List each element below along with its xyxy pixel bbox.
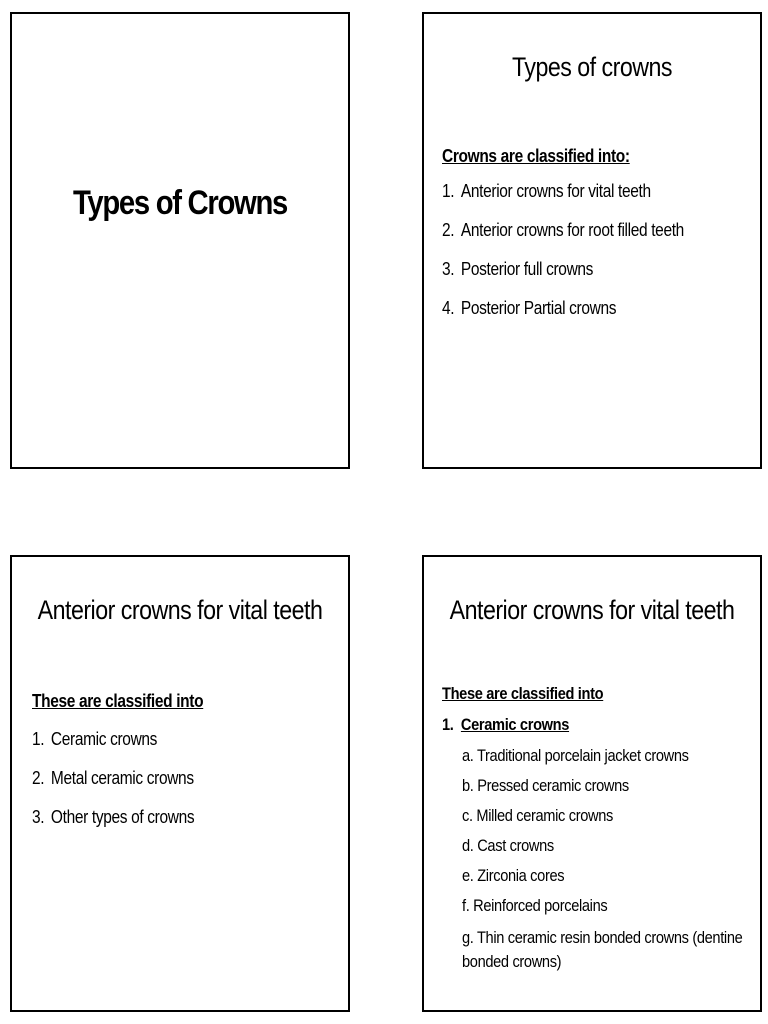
list-item: d. Cast crowns	[462, 836, 554, 855]
slide-4-subheading	[442, 715, 569, 735]
list-number: 3.	[442, 259, 455, 279]
list-item	[442, 259, 684, 298]
list-text: Posterior full crowns	[460, 259, 594, 279]
slide-2-list	[442, 181, 684, 337]
list-item	[32, 807, 194, 846]
slide-4-sublist	[462, 746, 754, 974]
list-number: 2.	[32, 768, 45, 788]
list-item: a. Traditional porcelain jacket crowns	[462, 746, 689, 765]
slide-4	[422, 555, 762, 1012]
list-text: Metal ceramic crowns	[50, 768, 194, 788]
subheading-label: Ceramic crowns	[460, 715, 570, 734]
list-item	[32, 768, 194, 807]
list-item	[442, 220, 684, 259]
list-item: e. Zirconia cores	[462, 866, 565, 885]
slide-2-title: Types of crowns	[511, 52, 673, 82]
slide-3-list	[32, 729, 194, 846]
slide-4-title: Anterior crowns for vital teeth	[449, 595, 735, 625]
list-item	[32, 729, 194, 768]
list-item	[442, 181, 684, 220]
list-number: 1.	[442, 715, 454, 734]
list-item: f. Reinforced porcelains	[462, 896, 608, 915]
list-number: 1.	[32, 729, 45, 749]
slide-3-heading: These are classified into	[32, 691, 204, 711]
list-text: Other types of crowns	[50, 807, 195, 827]
slide-3	[10, 555, 350, 1012]
slide-1	[10, 12, 350, 469]
list-text: Ceramic crowns	[50, 729, 158, 749]
slide-4-heading: These are classified into	[442, 684, 604, 703]
list-text: Anterior crowns for root filled teeth	[460, 220, 684, 240]
list-text: Anterior crowns for vital teeth	[460, 181, 651, 201]
list-number: 1.	[442, 181, 455, 201]
slide-1-title: Types of Crowns	[72, 184, 288, 222]
list-item	[442, 298, 684, 337]
slide-2	[422, 12, 762, 469]
list-item: c. Milled ceramic crowns	[462, 806, 613, 825]
list-item: b. Pressed ceramic crowns	[462, 776, 629, 795]
list-number: 4.	[442, 298, 455, 318]
list-text: Posterior Partial crowns	[460, 298, 617, 318]
slide-3-title: Anterior crowns for vital teeth	[37, 595, 323, 625]
slide-2-heading: Crowns are classified into:	[442, 146, 630, 166]
list-item: g. Thin ceramic resin bonded crowns (dentine bonded crowns)	[462, 928, 743, 971]
list-number: 3.	[32, 807, 45, 827]
list-number: 2.	[442, 220, 455, 240]
